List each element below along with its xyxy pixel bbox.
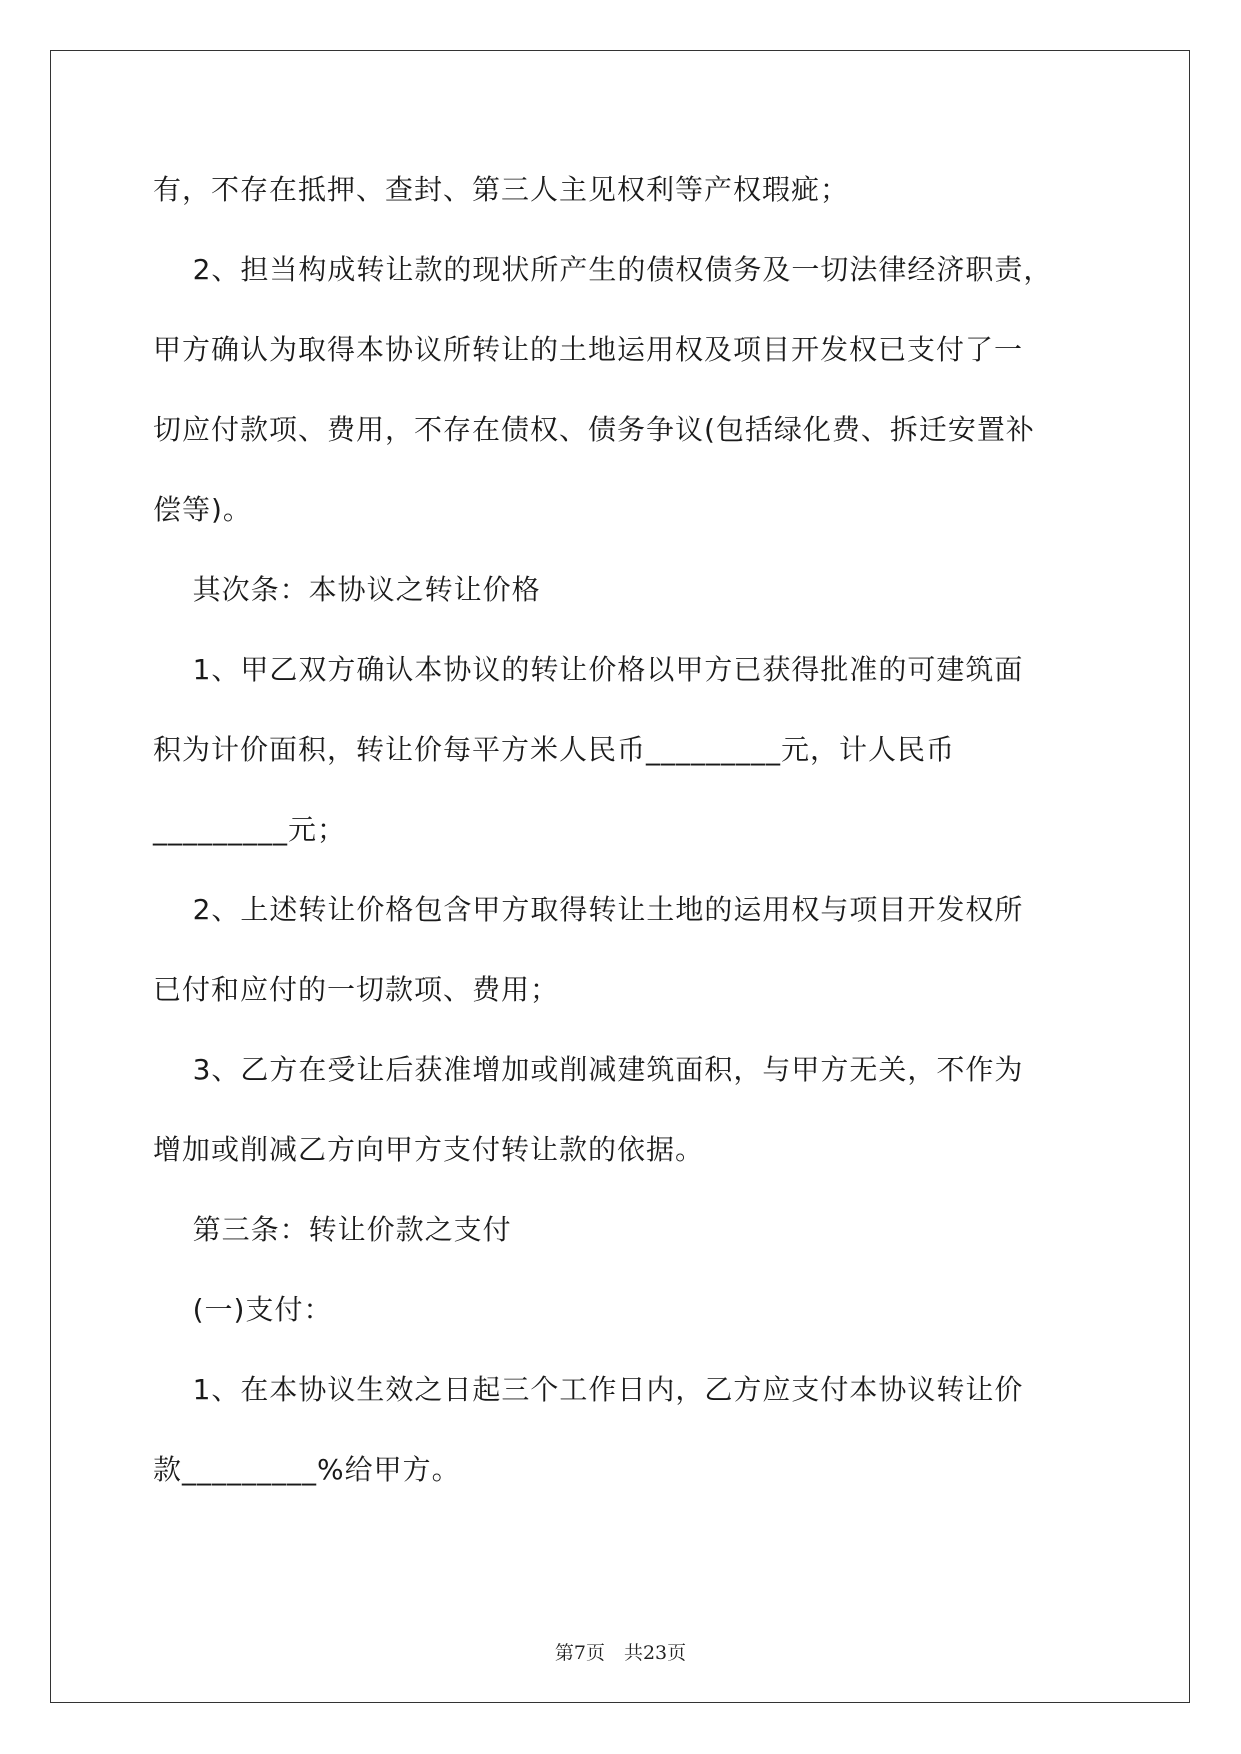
text-line: 偿等)。 bbox=[153, 493, 252, 526]
text-line: 3、乙方在受让后获准增加或削减建筑面积，与甲方无关，不作为 bbox=[153, 1053, 1024, 1086]
section-heading: 第三条：转让价款之支付 bbox=[153, 1213, 512, 1246]
text-line: 甲方确认为取得本协议所转让的土地运用权及项目开发权已支付了一 bbox=[153, 333, 1024, 366]
text-line: 切应付款项、费用，不存在债权、债务争议(包括绿化费、拆迁安置补 bbox=[153, 413, 1035, 446]
text-line: 款_________%给甲方。 bbox=[153, 1453, 461, 1486]
text-line: _________元； bbox=[153, 813, 347, 846]
text-line: 2、担当构成转让款的现状所产生的债权债务及一切法律经济职责， bbox=[153, 253, 1053, 286]
page-number-footer: 第7页 共23页 bbox=[554, 1642, 687, 1664]
text-line: 有，不存在抵押、查封、第三人主见权利等产权瑕疵； bbox=[153, 173, 850, 206]
section-heading: 其次条：本协议之转让价格 bbox=[153, 573, 541, 606]
text-line: 已付和应付的一切款项、费用； bbox=[153, 973, 560, 1006]
text-line: 1、在本协议生效之日起三个工作日内，乙方应支付本协议转让价 bbox=[153, 1373, 1024, 1406]
text-line: 增加或削减乙方向甲方支付转让款的依据。 bbox=[153, 1133, 705, 1166]
text-line: 1、甲乙双方确认本协议的转让价格以甲方已获得批准的可建筑面 bbox=[153, 653, 1024, 686]
text-line: 积为计价面积，转让价每平方米人民币_________元，计人民币 bbox=[153, 733, 956, 766]
subsection-heading: (一)支付： bbox=[153, 1293, 333, 1326]
text-line: 2、上述转让价格包含甲方取得转让土地的运用权与项目开发权所 bbox=[153, 893, 1024, 926]
